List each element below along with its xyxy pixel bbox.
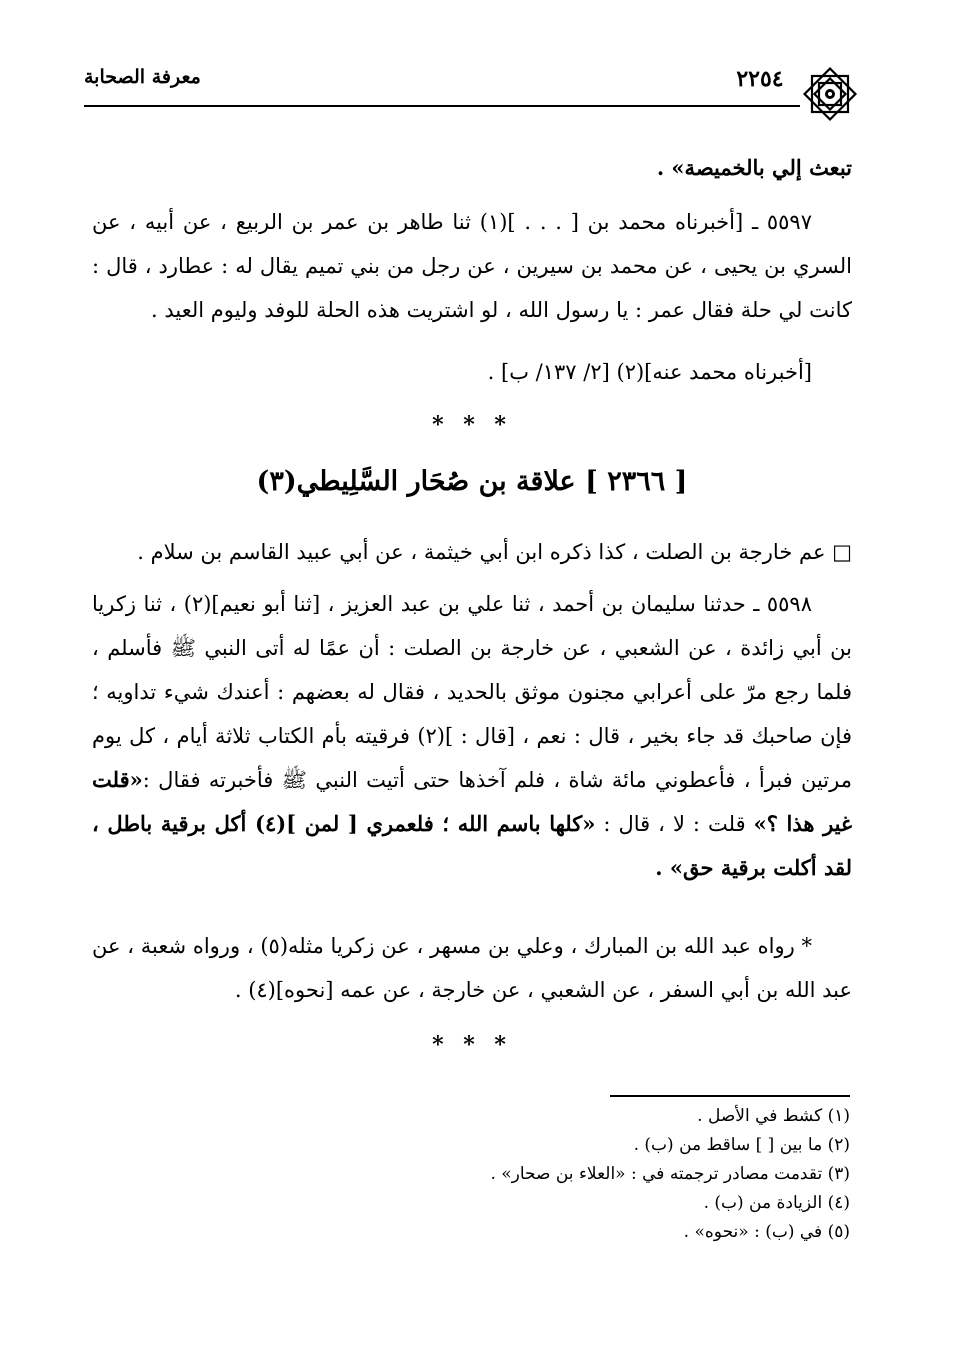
page-number: ٢٢٥٤ xyxy=(736,66,784,92)
footnote-4: (٤) الزيادة من (ب) . xyxy=(703,1193,850,1213)
hadith-5597-source: [أخبرناه محمد عنه](٢) [٢/ ١٣٧/ ب] . xyxy=(487,360,812,384)
footnote-1: (١) كشط في الأصل . xyxy=(697,1106,850,1126)
narration-block xyxy=(92,924,852,1012)
hadith-5598-narrative: ٥٥٩٨ ـ حدثنا سليمان بن أحمد ، ثنا علي بن عبد العزيز ، [ثنا أبو نعيم](٢) ، ثنا زكريا بن أبي زائدة ، عن الشعبي ، عن خارجة بن الصلت : أن عمًا له أتى النبي ﷺ فأسلم ، فلما رجع مرّ على أعرابي مجنون موثق بالحديد ، فقال له بعضهم : أعندك شيء تداويه ؛ فإن صاحبك قد جاء بخير ، قال : نعم ، [قال : ](٢) فرقيته بأم الكتاب ثلاثة أيام ، كل يوم مرتين فبرأ ، فأعطوني مائة شاة ، فلم آخذها حتى أتيت النبي ﷺ فأخبرته فقال : xyxy=(92,592,852,792)
hadith-5598 xyxy=(92,582,852,890)
header-rule xyxy=(84,105,800,107)
intro-block xyxy=(92,530,852,574)
hadith-5598-text xyxy=(92,582,852,890)
footnote-3: (٣) تقدمت مصادر ترجمته في : «العلاء بن صحار» . xyxy=(490,1164,850,1184)
footnote-rule xyxy=(610,1095,850,1097)
continuation-line: تبعث إلي بالخميصة» . xyxy=(656,155,852,180)
separator-stars: * * * xyxy=(432,1032,512,1058)
hadith-5597 xyxy=(92,200,852,332)
continuation-block xyxy=(92,146,852,190)
footnote-5: (٥) في (ب) : «نحوه» . xyxy=(683,1222,850,1242)
hadith-5597-source-block xyxy=(92,350,852,394)
section-title: [ ٢٣٦٦ ] علاقة بن صُحَار السَّلِيطي(٣) xyxy=(256,466,688,497)
footnotes xyxy=(300,1102,850,1247)
narration-text: * رواه عبد الله بن المبارك ، وعلي بن مسهر ، عن زكريا مثله(٥) ، ورواه شعبة ، عن عبد الله بن أبي السفر ، عن الشعبي ، عن خارجة ، عن عمه [نحوه](٤) . xyxy=(92,934,852,1002)
separator-stars: * * * xyxy=(432,412,512,438)
prophet-quote-1: «قلت غير هذا ؟» xyxy=(92,767,852,836)
hadith-5598-mid: قلت : لا ، قال : xyxy=(595,812,754,836)
running-title: معرفة الصحابة xyxy=(84,66,201,88)
hadith-5597-text: ٥٥٩٧ ـ [أخبرناه محمد بن [ . . . ](١) ثنا طاهر بن عمر بن الربيع ، عن أبيه ، عن السري بن يحيى ، عن محمد بن سيرين ، عن رجل من بني تميم يقال له : عطارد ، قال : كانت لي حلة فقال عمر : يا رسول الله ، لو اشتريت هذه الحلة للوفد وليوم العيد . xyxy=(92,210,852,322)
intro-line: □ عم خارجة بن الصلت ، كذا ذكره ابن أبي خيثمة ، عن أبي عبيد القاسم بن سلام . xyxy=(137,540,852,564)
prophet-quote-2: «كلها باسم الله ؛ فلعمري [ لمن ](٤) أكل برقية باطل ، لقد أكلت برقية حق» . xyxy=(92,811,852,880)
footnote-2: (٢) ما بين [ ] ساقط من (ب) . xyxy=(633,1135,850,1155)
octagram-ornament-icon xyxy=(800,64,860,124)
